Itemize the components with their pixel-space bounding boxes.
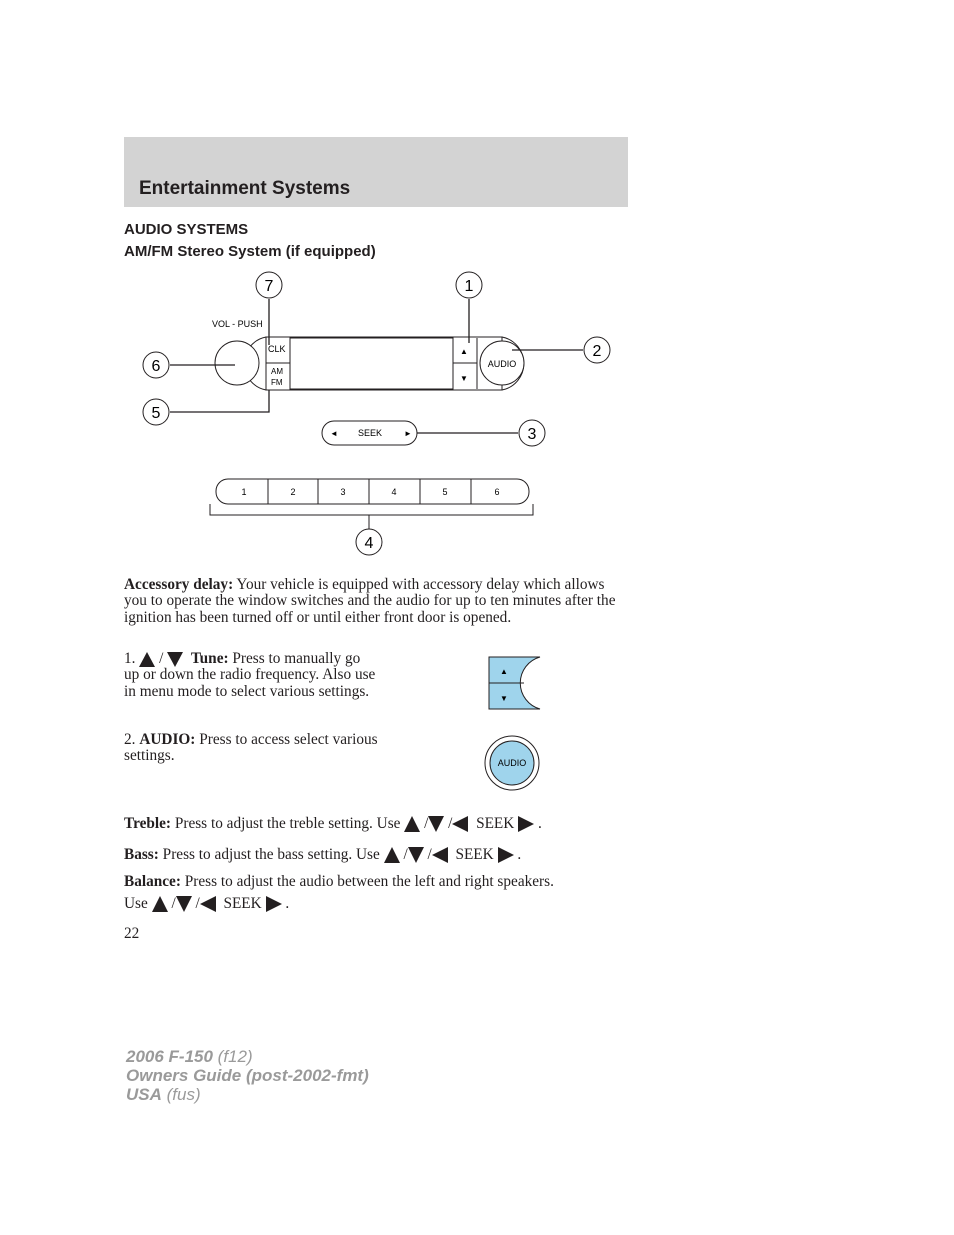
vol-push-label: VOL - PUSH [212, 319, 263, 329]
callout-6: 6 [151, 358, 161, 375]
item1-slash: / [159, 650, 164, 667]
fm-label: FM [271, 378, 283, 387]
balance-label: Balance: [124, 873, 181, 890]
up-arrow-icon [139, 652, 155, 667]
treble-seek: SEEK [476, 815, 515, 832]
footer-model-code: (f12) [212, 1047, 253, 1066]
down-arrow-icon [428, 816, 444, 832]
bass-label: Bass: [124, 846, 159, 863]
footer-guide: Owners Guide (post-2002-fmt) [126, 1066, 369, 1085]
preset-6: 6 [494, 487, 500, 497]
bass-seek: SEEK [455, 846, 494, 863]
balance-use: Use [124, 895, 148, 912]
radio-diagram [130, 265, 620, 565]
preset-bar [216, 479, 529, 504]
bass-text: Press to adjust the bass setting. Use [158, 846, 380, 863]
audio-knob-label: AUDIO [487, 359, 517, 369]
seek-left-glyph: ◄ [330, 429, 338, 438]
footer-line-3 [126, 1085, 201, 1104]
balance-paragraph: Balance: Press to adjust the audio between the left and right speakers. Use / / SEEK . [124, 873, 554, 912]
left-arrow-icon [432, 847, 448, 863]
tune-down-glyph: ▼ [460, 374, 468, 383]
right-arrow-icon [518, 816, 534, 832]
accessory-delay-label: Accessory delay: [124, 576, 234, 593]
audio-paragraph [124, 732, 384, 765]
audio-button-illustration [484, 735, 541, 792]
treble-label: Treble: [124, 815, 172, 832]
up-arrow-icon [152, 896, 168, 912]
preset-2: 2 [290, 487, 296, 497]
item1-number: 1. [124, 650, 136, 667]
section-subheading: AM/FM Stereo System (if equipped) [124, 243, 376, 260]
page-header-title: Entertainment Systems [139, 178, 351, 199]
right-arrow-icon [266, 896, 282, 912]
right-arrow-icon [498, 847, 514, 863]
tune-button-illustration [488, 656, 542, 711]
audio-text: Press to access select various settings. [124, 731, 378, 765]
left-arrow-icon [200, 896, 216, 912]
down-arrow-icon [167, 652, 183, 667]
footer-region-code: (fus) [161, 1085, 201, 1104]
seek-right-glyph: ► [404, 429, 412, 438]
up-arrow-icon [384, 847, 400, 863]
callout-7: 7 [264, 278, 274, 295]
audio-label: AUDIO: [139, 731, 196, 748]
tune-illustration-up-glyph: ▲ [500, 667, 508, 676]
tune-illustration-down-glyph: ▼ [500, 694, 508, 703]
preset-1: 1 [241, 487, 247, 497]
balance-seek: SEEK [223, 895, 262, 912]
down-arrow-icon [408, 847, 424, 863]
footer-line-1 [126, 1047, 253, 1066]
radio-display [290, 338, 453, 389]
tune-text: Press to manually go up or down the radio frequency. Also use in menu mode to select various settings. [124, 650, 376, 700]
callout-1: 1 [464, 278, 474, 295]
clk-label: CLK [268, 344, 286, 354]
tune-label: Tune: [190, 650, 229, 667]
callout-4: 4 [364, 535, 374, 552]
volume-knob [215, 341, 259, 385]
callout-2: 2 [592, 343, 602, 360]
callout-3: 3 [527, 426, 537, 443]
left-arrow-icon [452, 816, 468, 832]
audio-illustration-label: AUDIO [497, 758, 527, 768]
accessory-delay-paragraph [124, 577, 629, 626]
down-arrow-icon [176, 896, 192, 912]
tune-up-glyph: ▲ [460, 347, 468, 356]
tune-paragraph [124, 651, 379, 700]
preset-3: 3 [340, 487, 346, 497]
am-label: AM [271, 367, 283, 376]
treble-paragraph: Treble: Press to adjust the treble setting. Use / / SEEK . [124, 815, 542, 832]
footer-region: USA [126, 1085, 162, 1104]
page-number: 22 [124, 925, 140, 942]
seek-label: SEEK [357, 428, 383, 438]
callout-5: 5 [151, 405, 161, 422]
bass-paragraph: Bass: Press to adjust the bass setting. Use / / SEEK . [124, 846, 522, 863]
section-heading: AUDIO SYSTEMS [124, 221, 249, 238]
footer-model: 2006 F-150 [126, 1047, 213, 1066]
footer-line-2 [126, 1066, 369, 1085]
preset-5: 5 [442, 487, 448, 497]
up-arrow-icon [404, 816, 420, 832]
accessory-delay-text: Your vehicle is equipped with accessory delay which allows you to operate the window switches and the audio for up to ten minutes after the ignition has been turned off or until either front door is opened. [124, 576, 616, 626]
balance-text: Press to adjust the audio between the left and right speakers. [180, 873, 554, 890]
treble-text: Press to adjust the treble setting. Use [171, 815, 401, 832]
item2-number: 2. [124, 731, 136, 748]
preset-4: 4 [391, 487, 397, 497]
